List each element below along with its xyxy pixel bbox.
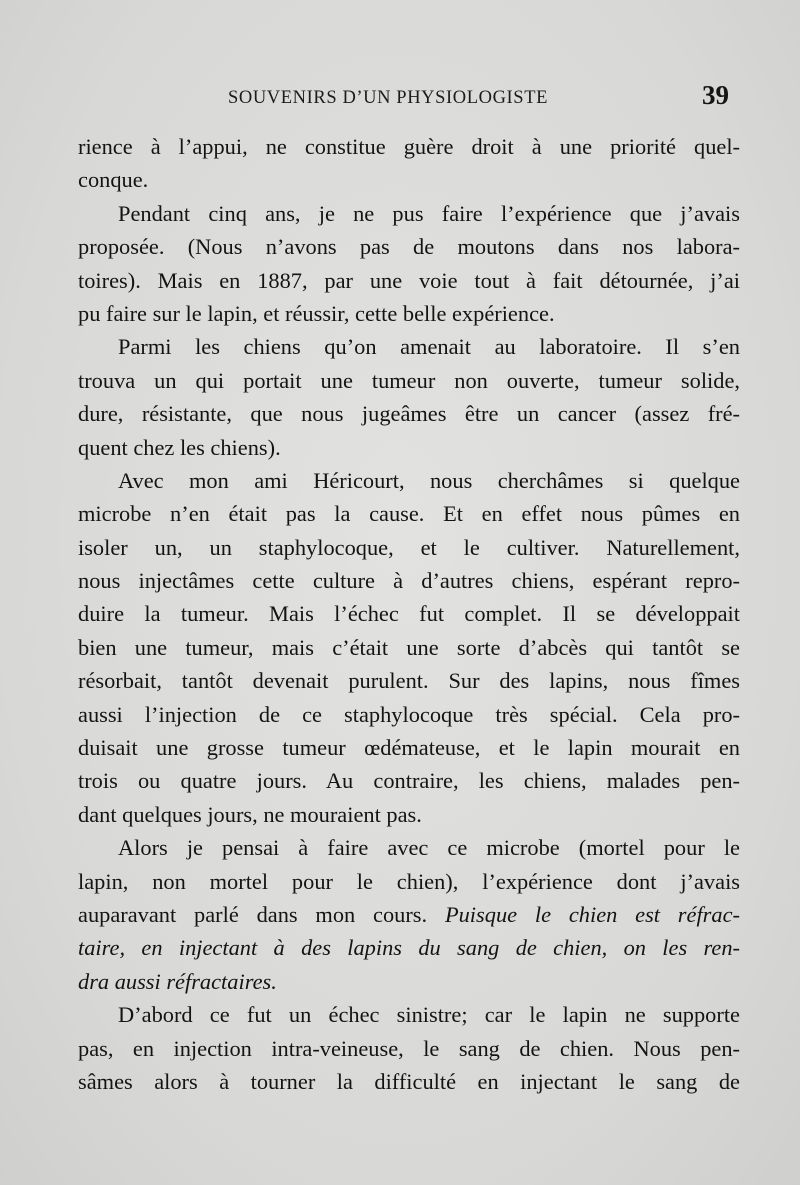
paragraph-start-line: D’abord ce fut un échec sinistre; car le lapin ne supporte bbox=[118, 1002, 740, 1028]
roman-text: auparavant parlé dans mon cours. bbox=[78, 901, 428, 927]
text-line: nous injectâmes cette culture à d’autres chiens, espérant repro- bbox=[78, 568, 740, 594]
paragraph-start-line: Avec mon ami Héricourt, nous cherchâmes si quelque bbox=[118, 467, 740, 493]
text-line: conque. bbox=[78, 167, 149, 193]
text-line: dure, résistante, que nous jugeâmes être un cancer (assez fré- bbox=[78, 401, 740, 427]
text-line: pas, en injection intra-veineuse, le sang de chien. Nous pen- bbox=[78, 1035, 740, 1061]
italic-line: taire, en injectant à des lapins du sang de chien, on les ren- bbox=[78, 935, 740, 961]
mixed-style-line bbox=[78, 898, 740, 931]
text-line: toires). Mais en 1887, par une voie tout à fait détournée, j’ai bbox=[78, 267, 740, 293]
text-line: quent chez les chiens). bbox=[78, 434, 281, 460]
italic-line: dra aussi réfractaires. bbox=[78, 968, 277, 994]
text-line: trouva un qui portait une tumeur non ouverte, tumeur solide, bbox=[78, 367, 740, 393]
text-line: isoler un, un staphylocoque, et le cultiver. Naturellement, bbox=[78, 534, 740, 560]
text-line: aussi l’injection de ce staphylocoque très spécial. Cela pro- bbox=[78, 701, 740, 727]
paragraph-start-line: Pendant cinq ans, je ne pus faire l’expérience que j’avais bbox=[118, 200, 740, 226]
text-line: duisait une grosse tumeur œdémateuse, et le lapin mourait en bbox=[78, 735, 740, 761]
italic-text: Puisque le chien est réfrac- bbox=[444, 901, 740, 927]
paragraph-start-line: Alors je pensai à faire avec ce microbe (mortel pour le bbox=[118, 835, 740, 861]
body-text bbox=[78, 130, 740, 1098]
text-line: duire la tumeur. Mais l’échec fut complet. Il se développait bbox=[78, 601, 740, 627]
text-line: pu faire sur le lapin, et réussir, cette belle expérience. bbox=[78, 300, 555, 326]
text-line: microbe n’en était pas la cause. Et en effet nous pûmes en bbox=[78, 501, 740, 527]
running-head bbox=[0, 80, 800, 114]
text-line: rience à l’appui, ne constitue guère droit à une priorité quel- bbox=[78, 134, 740, 159]
text-line: trois ou quatre jours. Au contraire, les chiens, malades pen- bbox=[78, 768, 740, 794]
paragraph-start-line: Parmi les chiens qu’on amenait au laboratoire. Il s’en bbox=[118, 334, 740, 360]
text-line: lapin, non mortel pour le chien), l’expérience dont j’avais bbox=[78, 868, 740, 894]
text-line: proposée. (Nous n’avons pas de moutons dans nos labora- bbox=[78, 234, 740, 260]
text-line: dant quelques jours, ne mouraient pas. bbox=[78, 801, 422, 827]
page-number: 39 bbox=[702, 80, 729, 110]
text-line: bien une tumeur, mais c’était une sorte d’abcès qui tantôt se bbox=[78, 634, 740, 660]
text-line: résorbait, tantôt devenait purulent. Sur des lapins, nous fîmes bbox=[78, 668, 740, 694]
running-title: SOUVENIRS D’UN PHYSIOLOGISTE bbox=[228, 88, 548, 108]
text-line: sâmes alors à tourner la difficulté en injectant le sang de bbox=[78, 1068, 740, 1094]
